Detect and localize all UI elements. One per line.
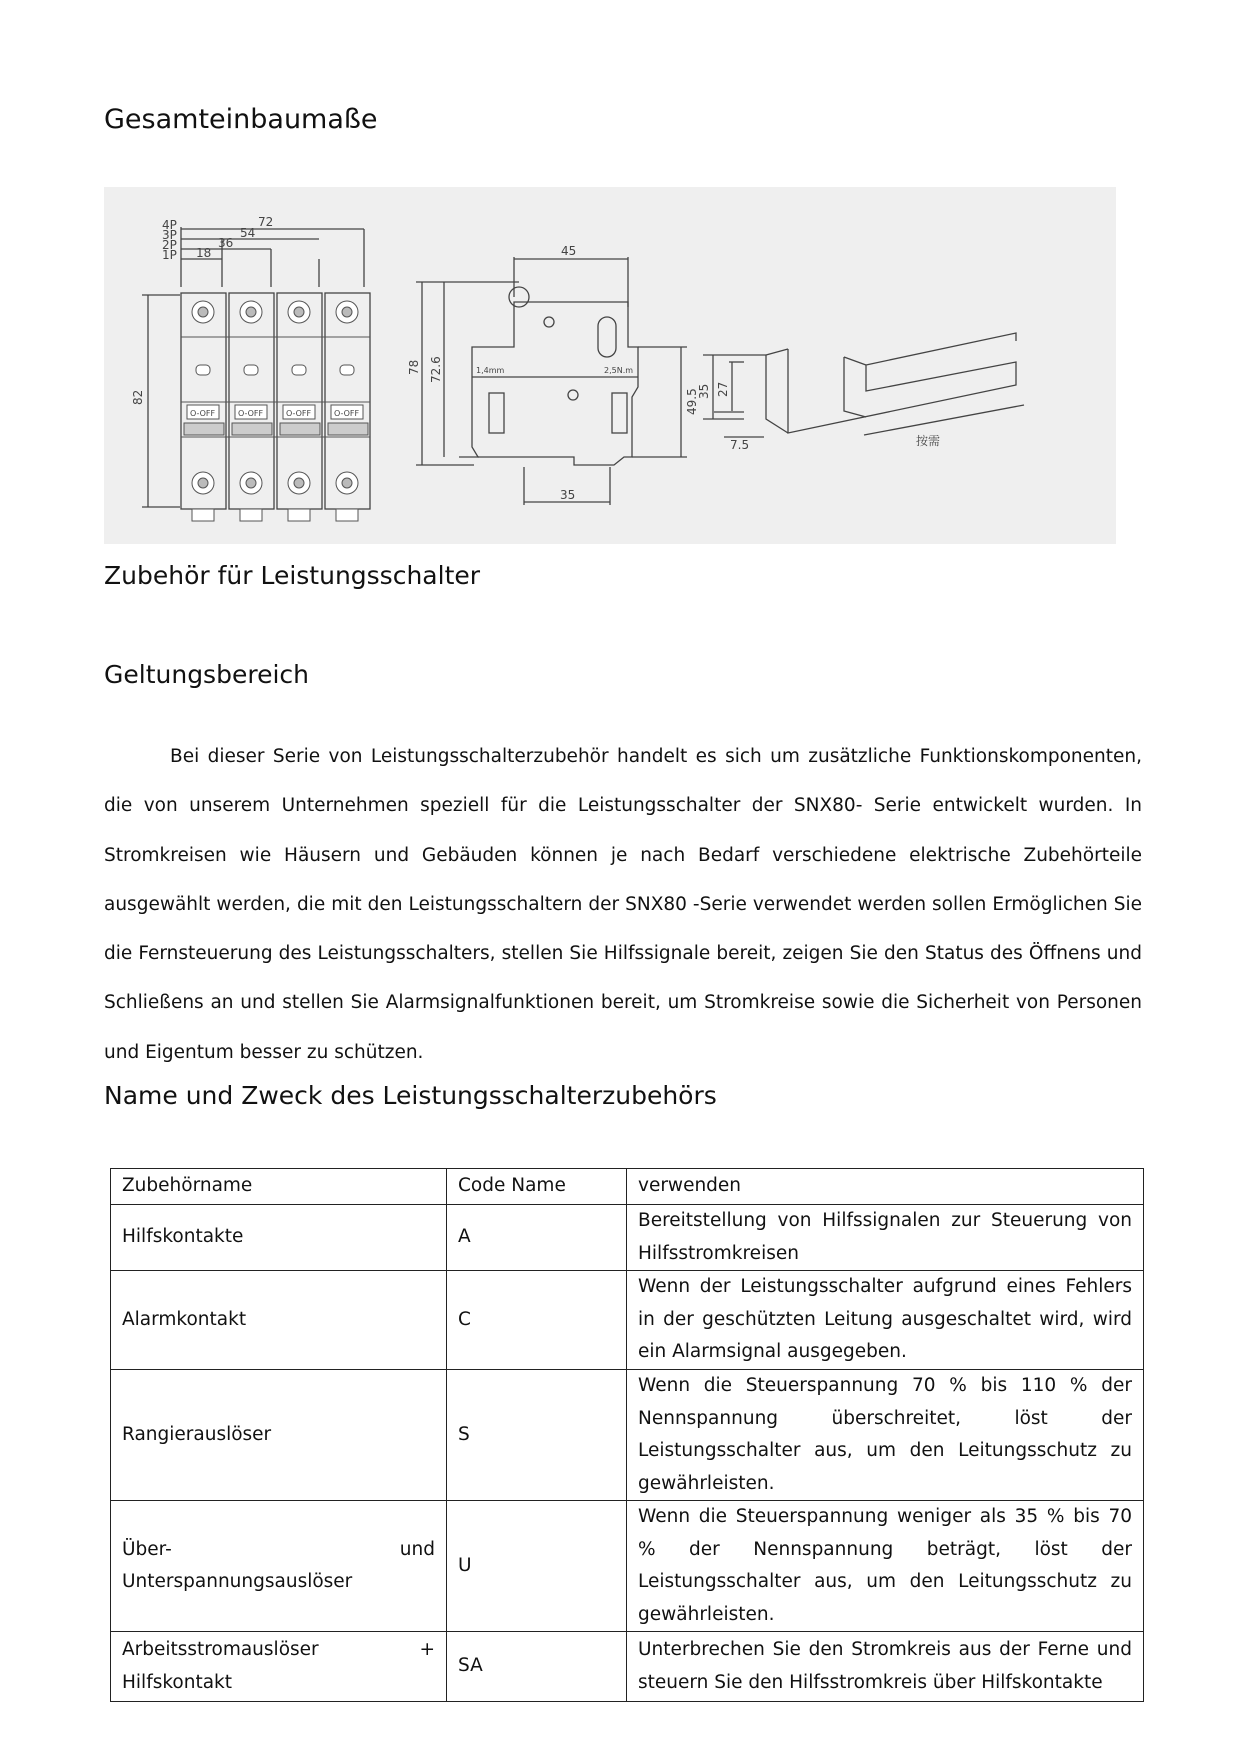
row-name bbox=[111, 1632, 447, 1702]
row-code: A bbox=[447, 1205, 627, 1271]
side-view-drawing bbox=[416, 257, 687, 505]
row-name-line2: Unterspannungsauslöser bbox=[122, 1571, 353, 1592]
row-code: U bbox=[447, 1501, 627, 1632]
row-name-line1: Arbeitsstromauslöser + bbox=[122, 1639, 435, 1660]
scope-paragraph: Bei dieser Serie von Leistungsschalterzubehör handelt es sich um zusätzliche Funktionskomponenten, die von unserem Unternehmen speziell für die Leistungsschalter der SNX80- Serie entwickelt wurden. In Stromkreisen wie Häusern und Gebäuden können je nach Bedarf verschiedene elektrische Zubehörteile ausgewählt werden, die mit den Leistungsschaltern der SNX80 -Serie verwendet werden sollen Ermöglichen Sie die Fernsteuerung des Leistungsschalters, stellen Sie Hilfssignale bereit, zeigen Sie den Status des Öffnens und Schließens an und stellen Sie Alarmsignalfunktionen bereit, um Stromkreise sowie die Sicherheit von Personen und Eigentum besser zu schützen. bbox=[104, 746, 1142, 1063]
height-label-82: 82 bbox=[131, 389, 145, 405]
table-row bbox=[111, 1205, 1144, 1271]
row-use: Wenn der Leistungsschalter aufgrund eines Fehlers in der geschützten Leitung ausgeschaltet wird, wird ein Alarmsignal ausgegeben. bbox=[627, 1271, 1144, 1370]
height-label-78: 78 bbox=[407, 359, 421, 375]
row-name-line1: Über- und bbox=[122, 1538, 435, 1560]
pole-label-3p: 3P bbox=[162, 228, 177, 242]
switch-label-4: O-OFF bbox=[334, 409, 360, 418]
table-row bbox=[111, 1501, 1144, 1632]
section-title-scope: Geltungsbereich bbox=[104, 660, 309, 689]
header-name: Zubehörname bbox=[111, 1169, 447, 1205]
dimension-drawing bbox=[104, 187, 1116, 544]
row-name: Alarmkontakt bbox=[111, 1271, 447, 1370]
rail-label-27: 27 bbox=[716, 381, 730, 397]
width-label-3p: 54 bbox=[240, 226, 256, 240]
width-label-1p: 18 bbox=[196, 246, 212, 260]
row-name-line2: Hilfskontakt bbox=[122, 1671, 232, 1693]
accessories-table bbox=[110, 1168, 1144, 1702]
table-row bbox=[111, 1632, 1144, 1702]
row-code: C bbox=[447, 1271, 627, 1370]
pole-label-1p: 1P bbox=[162, 248, 177, 262]
side-mark-2: 2,5N.m bbox=[604, 366, 634, 375]
width-label-4p: 72 bbox=[258, 215, 274, 229]
height-label-49-5: 49.5 bbox=[685, 388, 699, 415]
switch-label-2: O-OFF bbox=[238, 409, 264, 418]
depth-label-45: 45 bbox=[561, 244, 577, 258]
row-name bbox=[111, 1501, 447, 1632]
height-label-72-6: 72.6 bbox=[429, 356, 443, 383]
width-label-2p: 36 bbox=[218, 236, 234, 250]
switch-label-3: O-OFF bbox=[286, 409, 312, 418]
pole-label-2p: 2P bbox=[162, 238, 177, 252]
row-use: Unterbrechen Sie den Stromkreis aus der Ferne und steuern Sie den Hilfsstromkreis über Hilfskontakte bbox=[627, 1632, 1144, 1702]
side-view-labels bbox=[407, 244, 699, 502]
base-label-35: 35 bbox=[560, 488, 576, 502]
side-mark-1: 1,4mm bbox=[476, 366, 505, 375]
row-code: S bbox=[447, 1370, 627, 1501]
switch-label-1: O-OFF bbox=[190, 409, 216, 418]
section-title-name-purpose: Name und Zweck des Leistungsschalterzubehörs bbox=[104, 1081, 717, 1110]
row-use: Bereitstellung von Hilfssignalen zur Steuerung von Hilfsstromkreisen bbox=[627, 1205, 1144, 1271]
row-name: Hilfskontakte bbox=[111, 1205, 447, 1271]
row-use: Wenn die Steuerspannung weniger als 35 % bis 70 % der Nennspannung beträgt, löst der Leistungsschalter aus, um den Leitungsschutz zu gewährleisten. bbox=[627, 1501, 1144, 1632]
table-header-row bbox=[111, 1169, 1144, 1205]
table-row bbox=[111, 1370, 1144, 1501]
row-code: SA bbox=[447, 1632, 627, 1702]
din-rail-labels bbox=[697, 382, 940, 452]
pole-label-4p: 4P bbox=[162, 218, 177, 232]
row-use: Wenn die Steuerspannung 70 % bis 110 % der Nennspannung überschreitet, löst der Leistungsschalter aus, um den Leitungsschutz zu gewährleisten. bbox=[627, 1370, 1144, 1501]
table-row bbox=[111, 1271, 1144, 1370]
rail-label-35: 35 bbox=[697, 383, 711, 399]
rail-label-length: 按需 bbox=[916, 434, 941, 448]
rail-label-7-5: 7.5 bbox=[730, 438, 750, 452]
section-title-accessories: Zubehör für Leistungsschalter bbox=[104, 561, 481, 590]
header-code: Code Name bbox=[447, 1169, 627, 1205]
din-rail-drawing bbox=[703, 333, 1024, 437]
header-use: verwenden bbox=[627, 1169, 1144, 1205]
row-name: Rangierauslöser bbox=[111, 1370, 447, 1501]
section-title-dimensions: Gesamteinbaumaße bbox=[104, 104, 378, 135]
